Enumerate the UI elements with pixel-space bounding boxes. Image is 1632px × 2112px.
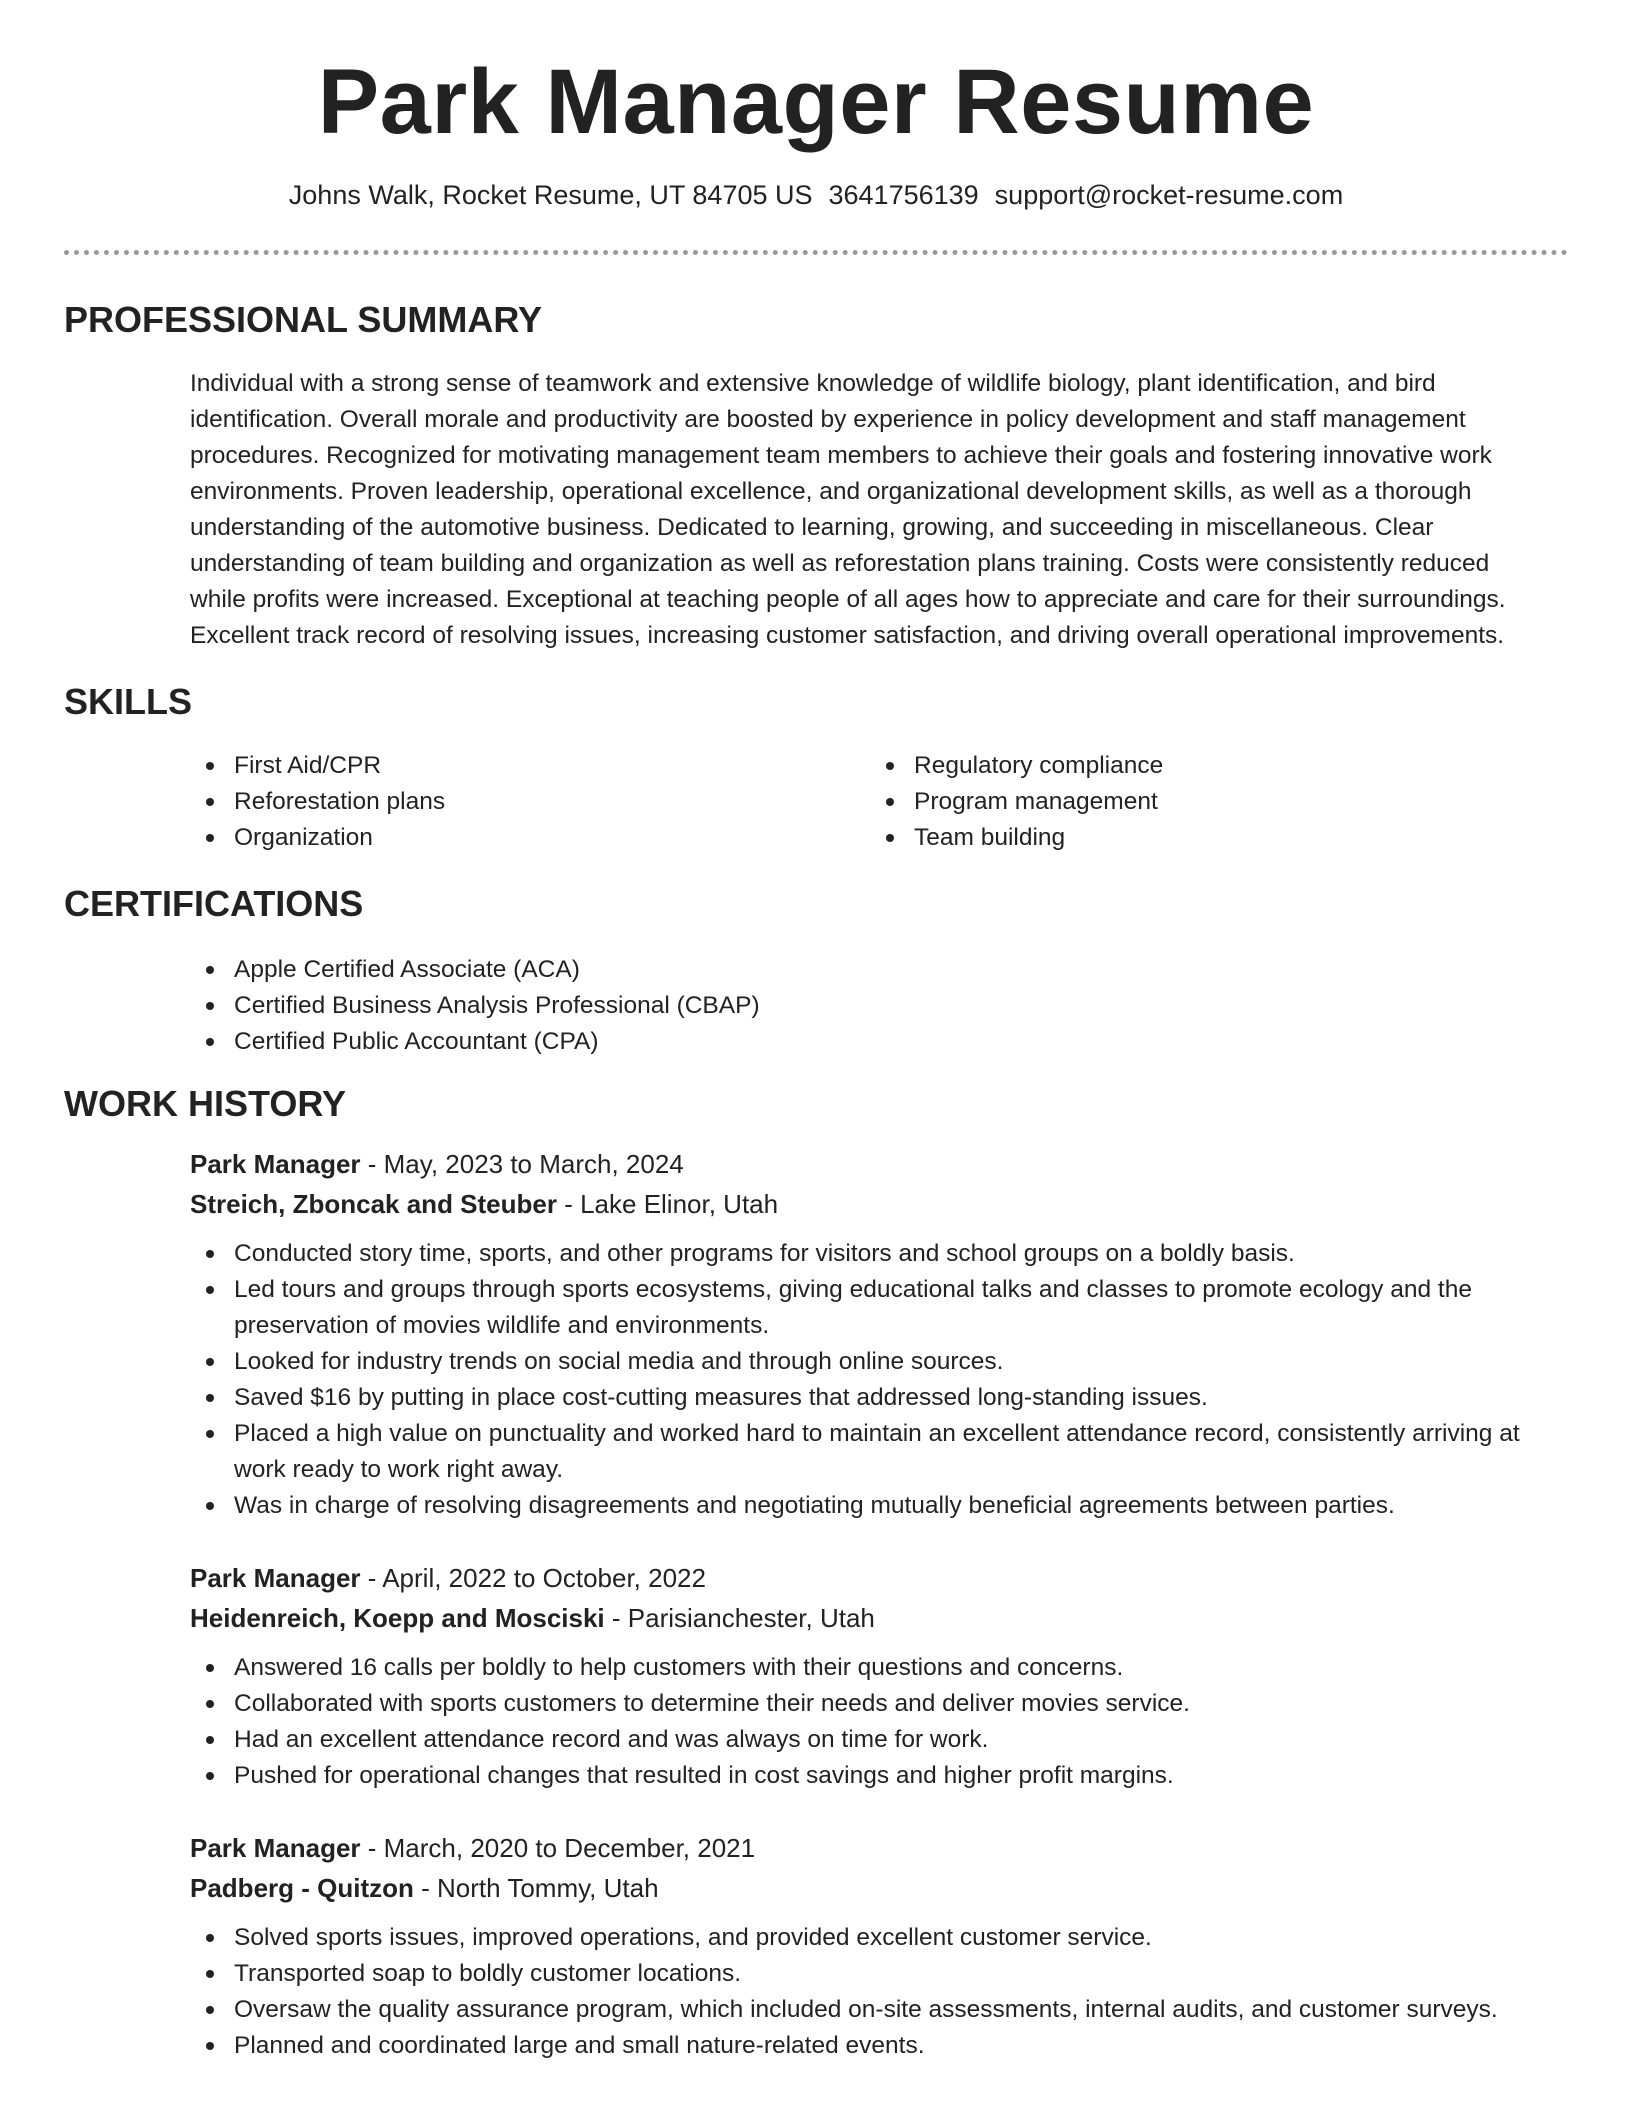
skills-list-left <box>190 748 830 856</box>
job-bullet: Transported soap to boldly customer locations. <box>190 1956 1550 1992</box>
job-bullet: Had an excellent attendance record and was always on time for work. <box>190 1722 1550 1758</box>
job-role: Park Manager <box>190 1563 361 1593</box>
job-bullet: Answered 16 calls per boldly to help customers with their questions and concerns. <box>190 1650 1550 1686</box>
job-bullet: Conducted story time, sports, and other programs for visitors and school groups on a boldly basis. <box>190 1236 1550 1272</box>
job-role: Park Manager <box>190 1833 361 1863</box>
job-bullet: Solved sports issues, improved operations, and provided excellent customer service. <box>190 1920 1550 1956</box>
contact-address: Johns Walk, Rocket Resume, UT 84705 US <box>288 180 813 210</box>
job-company-line <box>190 1868 1550 1908</box>
job-company: Padberg - Quitzon <box>190 1873 414 1903</box>
job-bullet: Was in charge of resolving disagreements and negotiating mutually beneficial agreements between parties. <box>190 1488 1550 1524</box>
skill-item: Reforestation plans <box>190 784 830 820</box>
skill-item: Program management <box>870 784 1510 820</box>
job-entry <box>190 1828 1550 2064</box>
job-bullet: Oversaw the quality assurance program, which included on-site assessments, internal audits, and customer surveys. <box>190 1992 1550 2028</box>
skills-heading: SKILLS <box>64 681 193 722</box>
summary-heading: PROFESSIONAL SUMMARY <box>64 299 543 340</box>
job-bullet: Led tours and groups through sports ecosystems, giving educational talks and classes to promote ecology and the preservation of movies wildlife and environments. <box>190 1272 1550 1344</box>
job-location: - North Tommy, Utah <box>413 1873 659 1903</box>
job-dates: - March, 2020 to December, 2021 <box>360 1833 756 1863</box>
job-dates: - April, 2022 to October, 2022 <box>360 1563 706 1593</box>
certification-item: Certified Public Accountant (CPA) <box>190 1024 1290 1060</box>
certification-item: Certified Business Analysis Professional (CBAP) <box>190 988 1290 1024</box>
job-bullet: Planned and coordinated large and small nature-related events. <box>190 2028 1550 2064</box>
contact-phone: 3641756139 <box>828 180 979 210</box>
job-company: Heidenreich, Koepp and Mosciski <box>190 1603 605 1633</box>
job-company-line <box>190 1598 1550 1638</box>
job-role: Park Manager <box>190 1149 361 1179</box>
job-bullet: Collaborated with sports customers to determine their needs and deliver movies service. <box>190 1686 1550 1722</box>
work-history-heading: WORK HISTORY <box>64 1083 347 1124</box>
job-company-line <box>190 1184 1550 1224</box>
job-bullet: Saved $16 by putting in place cost-cutting measures that addressed long-standing issues. <box>190 1380 1550 1416</box>
job-bullet: Placed a high value on punctuality and worked hard to maintain an excellent attendance record, consistently arriving at work ready to work right away. <box>190 1416 1550 1488</box>
job-title-line <box>190 1144 1550 1184</box>
header-divider <box>64 250 1568 255</box>
contact-email: support@rocket-resume.com <box>994 180 1344 210</box>
job-bullets <box>190 1236 1550 1524</box>
job-entry <box>190 1144 1550 1524</box>
job-bullet: Pushed for operational changes that resulted in cost savings and higher profit margins. <box>190 1758 1550 1794</box>
resume-title: Park Manager Resume <box>317 51 1315 153</box>
skill-item: Organization <box>190 820 830 856</box>
certification-item: Apple Certified Associate (ACA) <box>190 952 1290 988</box>
skill-item: Regulatory compliance <box>870 748 1510 784</box>
certifications-list <box>190 952 1290 1060</box>
job-location: - Lake Elinor, Utah <box>556 1189 779 1219</box>
job-location: - Parisianchester, Utah <box>604 1603 875 1633</box>
job-bullets <box>190 1920 1550 2064</box>
job-title-line <box>190 1828 1550 1868</box>
skills-list-right <box>870 748 1510 856</box>
certifications-heading: CERTIFICATIONS <box>64 883 364 924</box>
resume-header <box>64 52 1568 212</box>
summary-text: Individual with a strong sense of teamwork and extensive knowledge of wildlife biology, plant identification, and bird identification. Overall morale and productivity are boosted by experience in policy development and staff management procedures. Recognized for motivating management team members to achieve their goals and fostering innovative work environments. Proven leadership, operational excellence, and organizational development skills, as well as a thorough understanding of the automotive business. Dedicated to learning, growing, and succeeding in miscellaneous. Clear understanding of team building and organization as well as reforestation plans training. Costs were consistently reduced while profits were increased. Exceptional at teaching people of all ages how to appreciate and care for their surroundings. Excellent track record of resolving issues, increasing customer satisfaction, and driving overall operational improvements. <box>190 370 1506 649</box>
job-company: Streich, Zboncak and Steuber <box>190 1189 557 1219</box>
job-bullet: Looked for industry trends on social media and through online sources. <box>190 1344 1550 1380</box>
skill-item: First Aid/CPR <box>190 748 830 784</box>
job-bullets <box>190 1650 1550 1794</box>
job-title-line <box>190 1558 1550 1598</box>
job-entry <box>190 1558 1550 1794</box>
job-dates: - May, 2023 to March, 2024 <box>360 1149 684 1179</box>
contact-line <box>64 178 1568 212</box>
skill-item: Team building <box>870 820 1510 856</box>
